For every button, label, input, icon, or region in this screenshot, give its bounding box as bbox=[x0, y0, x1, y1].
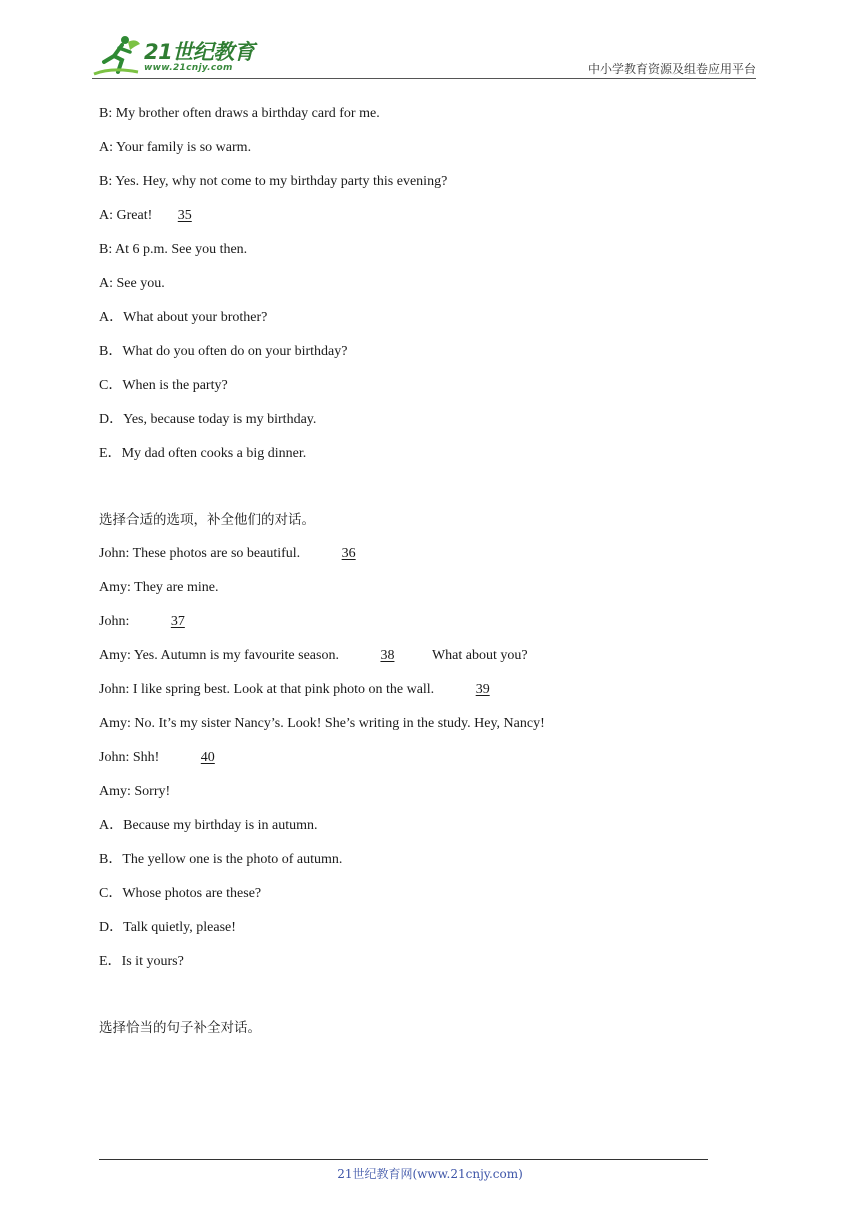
option-letter: C． bbox=[99, 886, 123, 901]
dialogue-line bbox=[99, 612, 185, 632]
speaker: John: bbox=[99, 614, 130, 629]
dialogue-line bbox=[99, 544, 356, 564]
option-item bbox=[99, 376, 228, 396]
dialogue-text: Yes. Autumn is my favourite season. bbox=[133, 648, 339, 663]
option-item bbox=[99, 342, 347, 362]
speaker: B: bbox=[99, 174, 113, 189]
dialogue-line bbox=[99, 104, 380, 124]
option-letter: A． bbox=[99, 310, 124, 325]
option-letter: C． bbox=[99, 378, 123, 393]
dialogue-text: Shh! bbox=[132, 750, 160, 765]
speaker: B: bbox=[99, 242, 113, 257]
section-instruction: 选择恰当的句子补全对话。 bbox=[99, 1020, 261, 1036]
option-text: Is it yours? bbox=[121, 954, 184, 969]
dialogue-line bbox=[99, 782, 170, 802]
logo-text: 21世纪教育 bbox=[144, 40, 255, 64]
speaker: Amy: bbox=[99, 648, 131, 663]
option-letter: B． bbox=[99, 344, 123, 359]
option-text: My dad often cooks a big dinner. bbox=[121, 446, 307, 461]
option-letter: D． bbox=[99, 920, 124, 935]
answer-blank[interactable]: 38 bbox=[380, 648, 395, 663]
dialogue-text: I like spring best. Look at that pink photo on the wall. bbox=[132, 682, 435, 697]
option-text: Because my birthday is in autumn. bbox=[123, 818, 318, 833]
speaker: Amy: bbox=[99, 784, 131, 799]
option-text: Talk quietly, please! bbox=[123, 920, 236, 935]
option-item bbox=[99, 444, 306, 464]
dialogue-line bbox=[99, 646, 528, 666]
runner-logo-icon bbox=[92, 34, 144, 78]
option-text: When is the party? bbox=[122, 378, 228, 393]
speaker: A: bbox=[99, 140, 113, 155]
speaker: John: bbox=[99, 750, 130, 765]
answer-blank[interactable]: 39 bbox=[475, 682, 490, 697]
dialogue-line bbox=[99, 748, 215, 768]
dialogue-line bbox=[99, 172, 447, 192]
platform-title: 中小学教育资源及组卷应用平台 bbox=[587, 62, 756, 76]
logo-url: www.21cnjy.com bbox=[144, 63, 233, 73]
dialogue-text: Sorry! bbox=[134, 784, 171, 799]
option-text: The yellow one is the photo of autumn. bbox=[122, 852, 343, 867]
option-item bbox=[99, 816, 318, 836]
dialogue-text: My brother often draws a birthday card for me. bbox=[115, 106, 380, 121]
dialogue-text: Yes. Hey, why not come to my birthday party this evening? bbox=[115, 174, 448, 189]
speaker: John: bbox=[99, 546, 130, 561]
option-item bbox=[99, 918, 236, 938]
dialogue-line bbox=[99, 240, 247, 260]
page-header bbox=[92, 30, 756, 78]
dialogue-line bbox=[99, 714, 545, 734]
dialogue-text: These photos are so beautiful. bbox=[132, 546, 301, 561]
speaker: B: bbox=[99, 106, 113, 121]
logo bbox=[92, 34, 262, 78]
option-letter: A． bbox=[99, 818, 124, 833]
answer-blank[interactable]: 40 bbox=[200, 750, 215, 765]
option-text: Yes, because today is my birthday. bbox=[123, 412, 317, 427]
option-text: What do you often do on your birthday? bbox=[122, 344, 348, 359]
option-letter: D． bbox=[99, 412, 124, 427]
option-letter: E． bbox=[99, 954, 122, 969]
option-item bbox=[99, 308, 267, 328]
dialogue-text: Your family is so warm. bbox=[115, 140, 252, 155]
section-instruction: 选择合适的选项，补全他们的对话。 bbox=[99, 512, 315, 528]
option-text: Whose photos are these? bbox=[122, 886, 262, 901]
speaker: John: bbox=[99, 682, 130, 697]
footer-divider bbox=[99, 1159, 708, 1160]
option-item bbox=[99, 952, 184, 972]
speaker: A: bbox=[99, 208, 113, 223]
option-item bbox=[99, 884, 261, 904]
dialogue-text: What about you? bbox=[431, 648, 528, 663]
dialogue-line bbox=[99, 578, 219, 598]
dialogue-text: At 6 p.m. See you then. bbox=[114, 242, 248, 257]
option-text: What about your brother? bbox=[123, 310, 268, 325]
dialogue-line bbox=[99, 274, 165, 294]
option-item bbox=[99, 410, 316, 430]
dialogue-text: They are mine. bbox=[134, 580, 219, 595]
dialogue-line bbox=[99, 680, 490, 700]
answer-blank[interactable]: 35 bbox=[177, 208, 192, 223]
answer-blank[interactable]: 36 bbox=[341, 546, 356, 561]
option-item bbox=[99, 850, 342, 870]
dialogue-text: Great! bbox=[116, 208, 153, 223]
dialogue-line bbox=[99, 138, 251, 158]
speaker: A: bbox=[99, 276, 113, 291]
dialogue-text: No. It’s my sister Nancy’s. Look! She’s writing in the study. Hey, Nancy! bbox=[134, 716, 545, 731]
header-divider bbox=[92, 78, 756, 79]
dialogue-line bbox=[99, 206, 192, 226]
answer-blank[interactable]: 37 bbox=[170, 614, 185, 629]
option-letter: E． bbox=[99, 446, 122, 461]
speaker: Amy: bbox=[99, 580, 131, 595]
option-letter: B． bbox=[99, 852, 123, 867]
speaker: Amy: bbox=[99, 716, 131, 731]
footer-link[interactable]: 21世纪教育网(www.21cnjy.com) bbox=[337, 1167, 523, 1181]
dialogue-text: See you. bbox=[116, 276, 165, 291]
